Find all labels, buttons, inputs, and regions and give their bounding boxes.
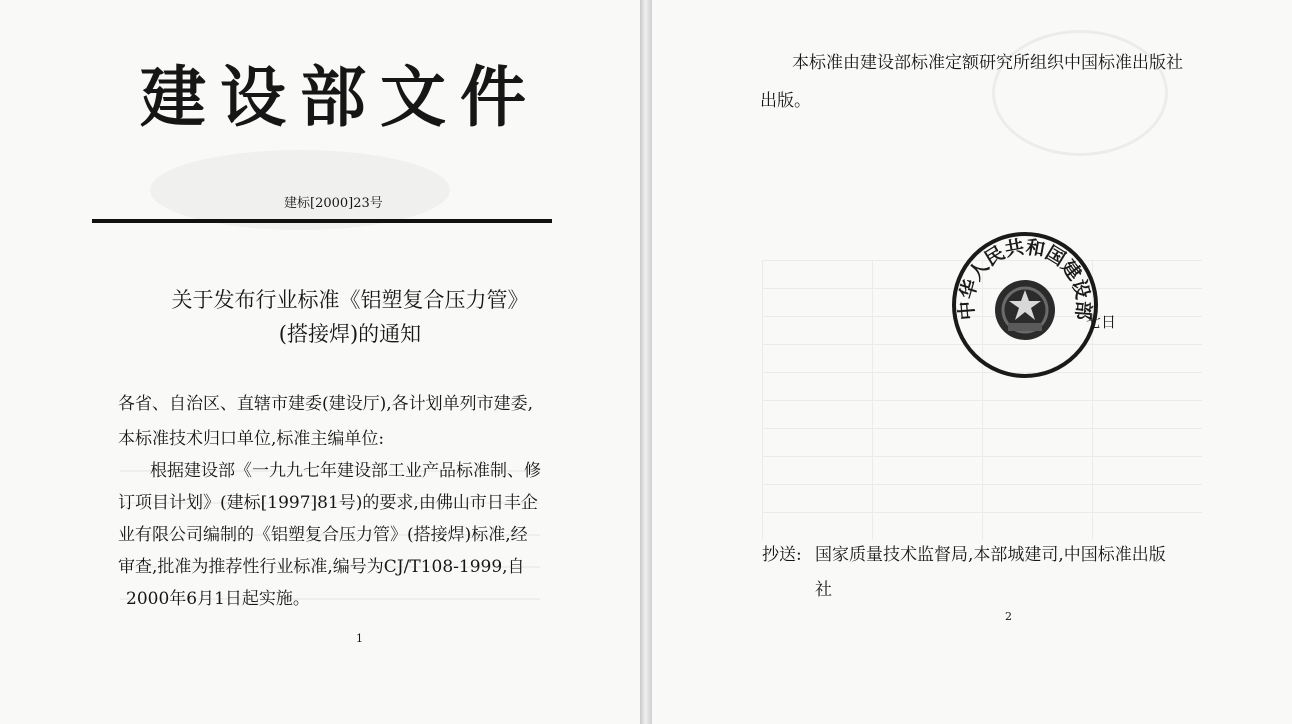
page-number: 1 (356, 632, 363, 645)
bleed-through-watermark (150, 150, 450, 230)
body-paragraph-line2: 订项目计划》(建标[1997]81号)的要求,由佛山市日丰企 (118, 493, 538, 513)
seal-date-fragment: 七日 (1086, 313, 1117, 331)
cc-line1: 国家质量技术监督局,本部城建司,中国标准出版 (815, 545, 1166, 565)
publisher-note-line2: 出版。 (760, 91, 811, 111)
national-emblem-icon (995, 280, 1055, 340)
book-gutter (640, 0, 652, 724)
publisher-note-line1: 本标准由建设部标准定额研究所组织中国标准出版社 (792, 53, 1183, 73)
page-number: 2 (1005, 610, 1012, 623)
body-paragraph-line5: 2000年6月1日起实施。 (126, 589, 310, 609)
cc-line2: 社 (815, 580, 832, 600)
body-paragraph-line4: 审查,批准为推荐性行业标准,编号为CJ/T108-1999,自 (118, 557, 525, 577)
masthead-divider (92, 219, 552, 223)
notice-title-line2: (搭接焊)的通知 (278, 322, 422, 346)
cc-label: 抄送: (762, 545, 802, 565)
body-paragraph-line1: 根据建设部《一九九七年建设部工业产品标准制、修 (150, 461, 541, 481)
salutation-line1: 各省、自治区、直辖市建委(建设厅),各计划单列市建委, (118, 394, 534, 414)
body-paragraph-line3: 业有限公司编制的《铝塑复合压力管》(搭接焊)标准,经 (118, 525, 528, 545)
official-seal (950, 230, 1100, 380)
document-number: 建标[2000]23号 (284, 196, 383, 211)
notice-title-line1: 关于发布行业标准《铝塑复合压力管》 (171, 288, 529, 312)
salutation-line2: 本标准技术归口单位,标准主编单位: (118, 429, 385, 449)
document-page-left (0, 0, 640, 724)
document-masthead: 建设部文件 (140, 58, 540, 136)
seal-ring-text: 中华人民共和国建设部 (955, 236, 1095, 321)
